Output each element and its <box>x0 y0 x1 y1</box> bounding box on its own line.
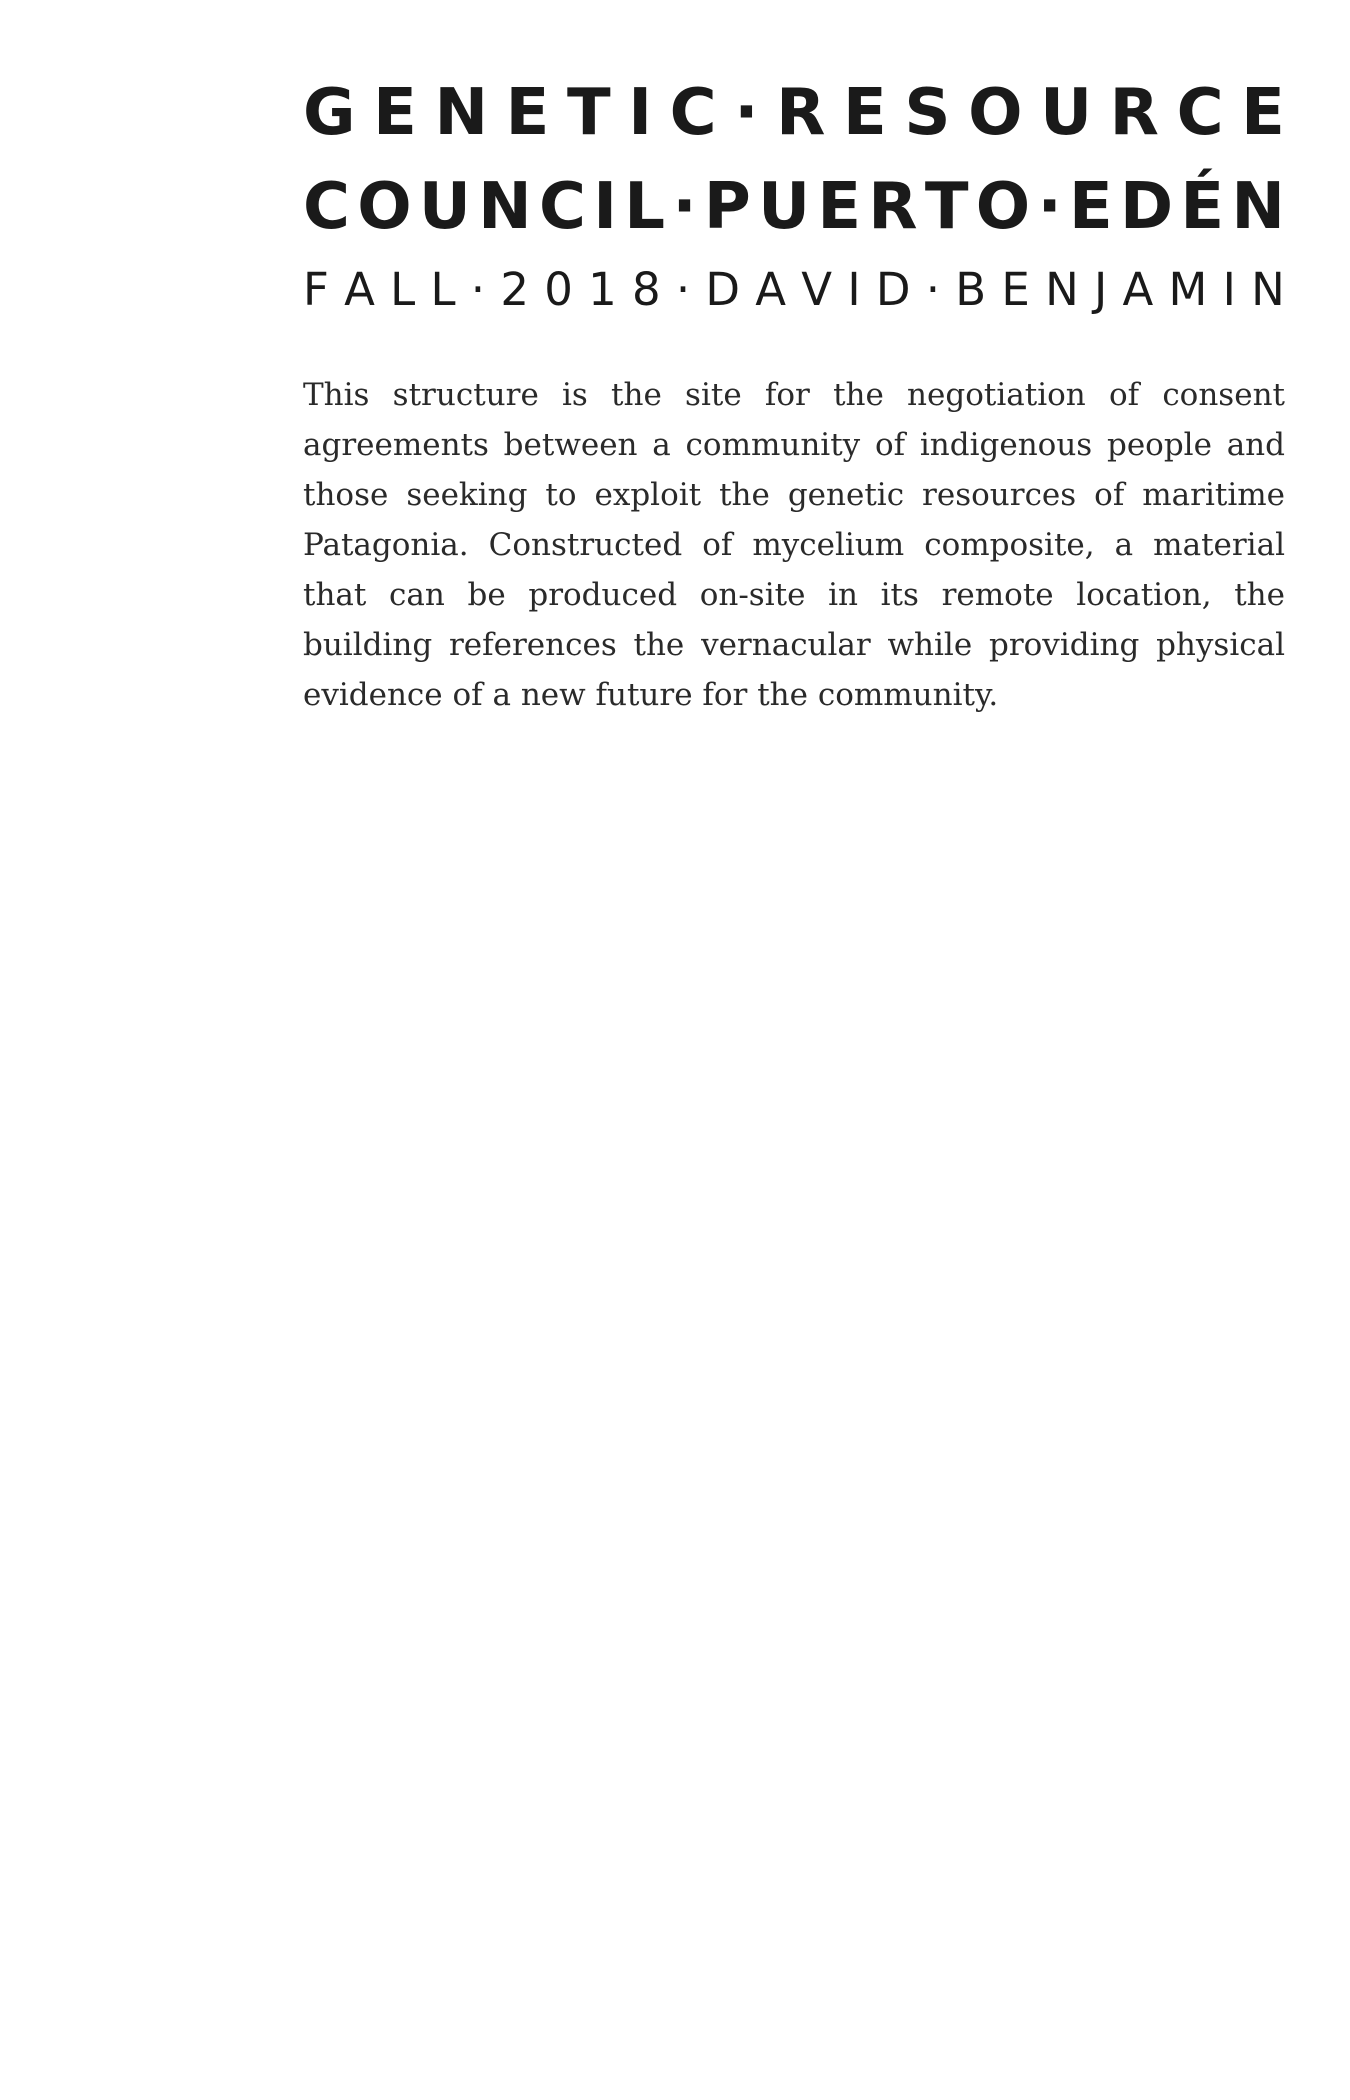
title-char: I <box>593 170 618 244</box>
title-char: C <box>1176 76 1224 150</box>
title-char: C <box>669 76 717 150</box>
title-char: E <box>1001 263 1030 316</box>
title-char: N <box>1251 263 1285 316</box>
title-char: P <box>703 170 751 244</box>
title-char: I <box>1222 263 1236 316</box>
title-char: L <box>390 263 416 316</box>
title-char: E <box>817 170 862 244</box>
description-line-1: This structure is the site for the negotiation of consent <box>303 377 1285 413</box>
title-char: E <box>373 76 417 150</box>
title-char: F <box>303 263 329 316</box>
title-char: · <box>925 263 941 316</box>
title-char: U <box>418 170 471 244</box>
title-char: O <box>975 170 1031 244</box>
title-char: 0 <box>544 263 573 316</box>
title-char: I <box>847 263 861 316</box>
title-char: I <box>628 76 653 150</box>
title-char: 2 <box>500 263 529 316</box>
title-char: 1 <box>588 263 617 316</box>
title-char: D <box>875 263 911 316</box>
subtitle-line <box>303 260 1285 320</box>
title-char: · <box>672 170 697 244</box>
title-char: A <box>344 263 375 316</box>
description-line-5: that can be produced on-site in its remote location, the <box>303 577 1285 613</box>
content-block <box>303 70 1285 720</box>
description-line-4: Patagonia. Constructed of mycelium composite, a material <box>303 527 1285 563</box>
title-char: R <box>776 76 826 150</box>
title-char: C <box>303 170 350 244</box>
description-line-2: agreements between a community of indigenous people and <box>303 427 1285 463</box>
title-char: · <box>1037 170 1062 244</box>
title-char: A <box>755 263 787 316</box>
description-paragraph <box>303 370 1285 720</box>
title-char: D <box>1120 170 1174 244</box>
title-char: C <box>538 170 586 244</box>
title-char: T <box>924 170 969 244</box>
title-char: D <box>705 263 741 316</box>
title-char: G <box>303 76 356 150</box>
title-char: T <box>566 76 611 150</box>
title-char: E <box>505 76 550 150</box>
title-char: E <box>1241 76 1285 150</box>
title-char: · <box>734 76 759 150</box>
title-char: · <box>675 263 691 316</box>
description-line-6: building references the vernacular while providing physical <box>303 627 1285 663</box>
title-char: L <box>430 263 456 316</box>
title-line-2 <box>303 164 1285 250</box>
title-char: N <box>434 76 489 150</box>
title-char: O <box>968 76 1023 150</box>
title-char: R <box>868 170 918 244</box>
title-char: S <box>904 76 951 150</box>
title-char: V <box>801 263 833 316</box>
title-char: E <box>1069 170 1113 244</box>
description-line-3: those seeking to exploit the genetic resources of maritime <box>303 477 1285 513</box>
title-char: U <box>1040 76 1093 150</box>
title-char: É <box>1180 170 1225 244</box>
title-line-1 <box>303 70 1285 156</box>
title-char: L <box>624 170 666 244</box>
title-char: N <box>478 170 532 244</box>
title-char: · <box>470 263 486 316</box>
title-char: N <box>1231 170 1285 244</box>
title-char: 8 <box>631 263 661 316</box>
title-char: A <box>1122 263 1154 316</box>
title-char: O <box>357 170 412 244</box>
title-char: M <box>1168 263 1208 316</box>
title-char: N <box>1045 263 1079 316</box>
description-line-7: evidence of a new future for the community. <box>303 677 999 713</box>
title-char: E <box>843 76 887 150</box>
title-char: J <box>1093 263 1108 316</box>
title-char: U <box>758 170 811 244</box>
title-char: R <box>1109 76 1159 150</box>
title-char: B <box>955 263 987 316</box>
